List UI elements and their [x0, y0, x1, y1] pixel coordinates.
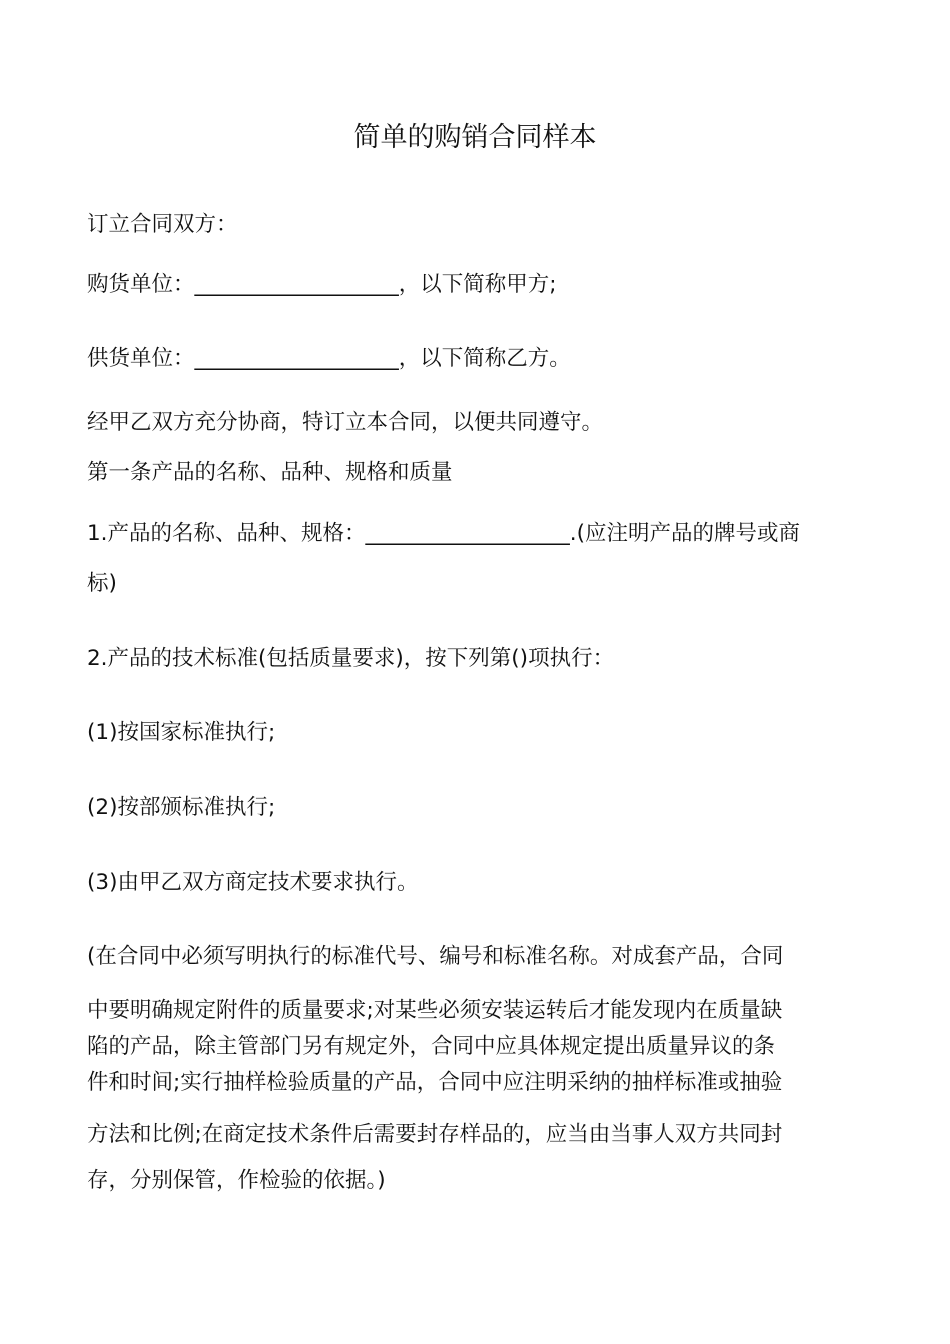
item-1-line-1: 1.产品的名称、品种、规格：___________________.(应注明产品的牌号或商 [87, 521, 800, 546]
option-3: (3)由甲乙双方商定技术要求执行。 [87, 870, 419, 895]
note-line-6: 存，分别保管，作检验的依据。) [87, 1168, 386, 1193]
note-line-4: 件和时间;实行抽样检验质量的产品，合同中应注明采纳的抽样标准或抽验 [87, 1070, 783, 1095]
option-2: (2)按部颁标准执行; [87, 795, 276, 820]
article-one-heading: 第一条产品的名称、品种、规格和质量 [87, 460, 453, 485]
item-1-line-2: 标) [87, 571, 117, 596]
buyer-line: 购货单位：___________________，以下简称甲方; [87, 272, 557, 297]
note-line-1: (在合同中必须写明执行的标准代号、编号和标准名称。对成套产品，合同 [87, 944, 784, 969]
document-title: 简单的购销合同样本 [353, 122, 597, 153]
note-line-3: 陷的产品，除主管部门另有规定外，合同中应具体规定提出质量异议的条 [87, 1034, 776, 1059]
agreement-line: 经甲乙双方充分协商，特订立本合同，以便共同遵守。 [87, 410, 604, 435]
item-2-line: 2.产品的技术标准(包括质量要求)，按下列第()项执行： [87, 646, 615, 671]
parties-heading: 订立合同双方： [87, 212, 238, 237]
supplier-line: 供货单位：___________________，以下简称乙方。 [87, 346, 571, 371]
note-line-5: 方法和比例;在商定技术条件后需要封存样品的，应当由当事人双方共同封 [87, 1122, 783, 1147]
note-line-2: 中要明确规定附件的质量要求;对某些必须安装运转后才能发现内在质量缺 [87, 998, 783, 1023]
option-1: (1)按国家标准执行; [87, 720, 276, 745]
